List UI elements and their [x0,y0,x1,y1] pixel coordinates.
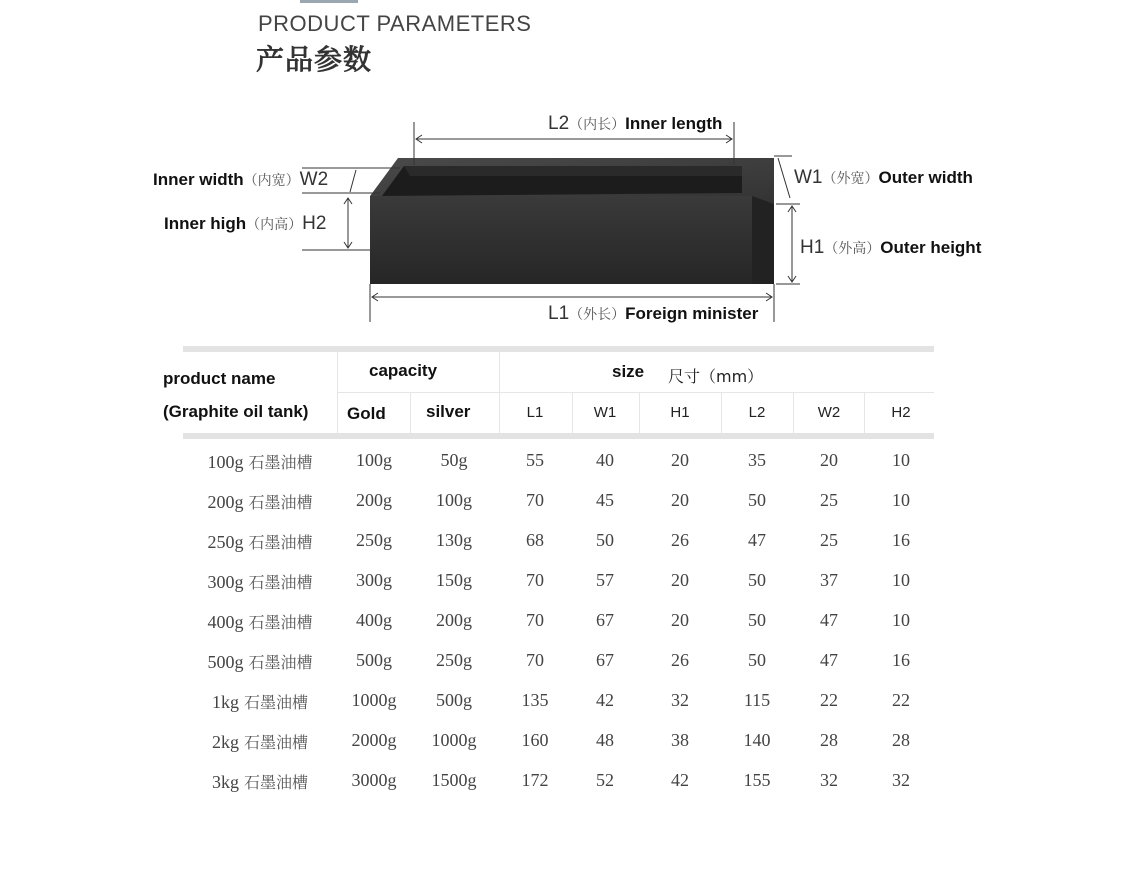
cell-l1: 160 [521,730,549,750]
cell-product-type: 石墨油槽 [243,493,313,512]
cell-h2: 28 [892,730,910,750]
header-w1: W1 [593,404,617,421]
cell-product-name [180,450,340,473]
cell-w2: 28 [820,730,838,750]
cell-silver: 130g [436,530,472,550]
cell-h1: 26 [671,650,689,670]
cell-silver: 500g [436,690,472,710]
cell-w1: 57 [596,570,614,590]
cell-l1: 70 [526,610,544,630]
header-size-zh: 尺寸（mm） [668,367,764,386]
cell-silver: 150g [436,570,472,590]
cell-product-name [180,490,340,513]
cell-product-type: 石墨油槽 [243,453,313,472]
cell-w1: 45 [596,490,614,510]
cell-l1: 70 [526,490,544,510]
cell-h2: 10 [892,610,910,630]
page-title-zh: 产品参数 [256,43,373,76]
cell-product-size: 100g [207,452,244,472]
cell-l2: 35 [748,450,766,470]
cell-product-name [180,770,340,793]
header-product-name-sub: (Graphite oil tank) [163,402,309,421]
cell-product-size: 500g [207,652,244,672]
cell-h2: 16 [892,530,910,550]
cell-h1: 38 [671,730,689,750]
header-gold: Gold [347,404,386,423]
cell-h1: 20 [671,570,689,590]
header-h2: H2 [891,404,911,421]
cell-l2: 47 [748,530,766,550]
cell-product-name [180,730,340,753]
cell-product-type: 石墨油槽 [243,613,313,632]
cell-l1: 70 [526,650,544,670]
cell-product-type: 石墨油槽 [238,733,309,752]
header-product-name: product name [163,369,276,388]
cell-w1: 52 [596,770,614,790]
cell-product-name [180,650,340,673]
header-silver: silver [426,402,471,421]
cell-w2: 32 [820,770,838,790]
cell-h1: 20 [671,610,689,630]
cell-l1: 172 [521,770,549,790]
cell-product-size: 200g [207,492,244,512]
label-inner-width: Inner width（内宽）W2 [153,169,329,190]
cell-product-size: 3kg [211,772,239,792]
cell-product-type: 石墨油槽 [243,653,313,672]
label-outer-height: H1（外高）Outer height [800,237,982,258]
cell-w2: 47 [820,650,838,670]
cell-h1: 20 [671,490,689,510]
cell-gold: 400g [356,610,392,630]
cell-w1: 42 [596,690,614,710]
cell-gold: 100g [356,450,392,470]
cell-h1: 20 [671,450,689,470]
cell-gold: 500g [356,650,392,670]
cell-h2: 16 [892,650,910,670]
cell-product-size: 300g [207,572,244,592]
cell-h2: 10 [892,570,910,590]
cell-h1: 42 [671,770,689,790]
cell-l2: 140 [743,730,771,750]
cell-gold: 200g [356,490,392,510]
cell-product-name [180,530,340,553]
cell-product-name [180,570,340,593]
header-w2: W2 [817,404,841,421]
cell-w2: 37 [820,570,838,590]
cell-h1: 26 [671,530,689,550]
cell-h2: 10 [892,450,910,470]
cell-w2: 22 [820,690,838,710]
cell-silver: 1500g [431,770,477,790]
cell-silver: 1000g [431,730,477,750]
cell-product-type: 石墨油槽 [238,773,309,792]
cell-w2: 25 [820,530,838,550]
cell-w1: 48 [596,730,614,750]
cell-l1: 68 [526,530,544,550]
cell-w2: 20 [820,450,838,470]
cell-l2: 50 [748,610,766,630]
header-size: size [612,362,645,381]
cell-silver: 50g [440,450,468,470]
cell-l2: 115 [743,690,771,710]
cell-h2: 22 [892,690,910,710]
header-l1: L1 [526,404,544,421]
cell-product-name [180,690,340,713]
cell-l1: 135 [521,690,549,710]
cell-l2: 155 [743,770,771,790]
cell-silver: 250g [436,650,472,670]
cell-product-size: 400g [207,612,244,632]
header-h1: H1 [670,404,690,421]
cell-gold: 3000g [351,770,397,790]
cell-product-size: 250g [207,532,244,552]
cell-product-type: 石墨油槽 [243,573,313,592]
cell-h2: 32 [892,770,910,790]
cell-l1: 70 [526,570,544,590]
cell-h2: 10 [892,490,910,510]
cell-gold: 1000g [351,690,397,710]
cell-silver: 200g [436,610,472,630]
cell-l1: 55 [526,450,544,470]
cell-product-name [180,610,340,633]
cell-silver: 100g [436,490,472,510]
cell-product-size: 2kg [211,732,239,752]
table-top-band [183,346,934,352]
cell-product-type: 石墨油槽 [243,533,313,552]
cell-w1: 67 [596,610,614,630]
cell-w1: 50 [596,530,614,550]
cell-gold: 2000g [351,730,397,750]
cell-w1: 40 [596,450,614,470]
cell-l2: 50 [748,570,766,590]
label-inner-length: L2（内长）Inner length [548,113,723,134]
label-inner-high: Inner high（内高）H2 [164,213,327,234]
cell-l2: 50 [748,490,766,510]
header-l2: L2 [748,404,766,421]
label-outer-width: W1（外宽）Outer width [794,167,973,188]
table-header-band [183,433,934,439]
cell-gold: 250g [356,530,392,550]
page-title-en: PRODUCT PARAMETERS [258,11,532,36]
cell-product-type: 石墨油槽 [238,693,309,712]
cell-h1: 32 [671,690,689,710]
cell-w1: 67 [596,650,614,670]
cell-product-size: 1kg [211,692,239,712]
cell-w2: 47 [820,610,838,630]
label-outer-length: L1（外长）Foreign minister [548,303,759,324]
cell-l2: 50 [748,650,766,670]
cell-gold: 300g [356,570,392,590]
cell-w2: 25 [820,490,838,510]
header-capacity: capacity [369,361,438,380]
